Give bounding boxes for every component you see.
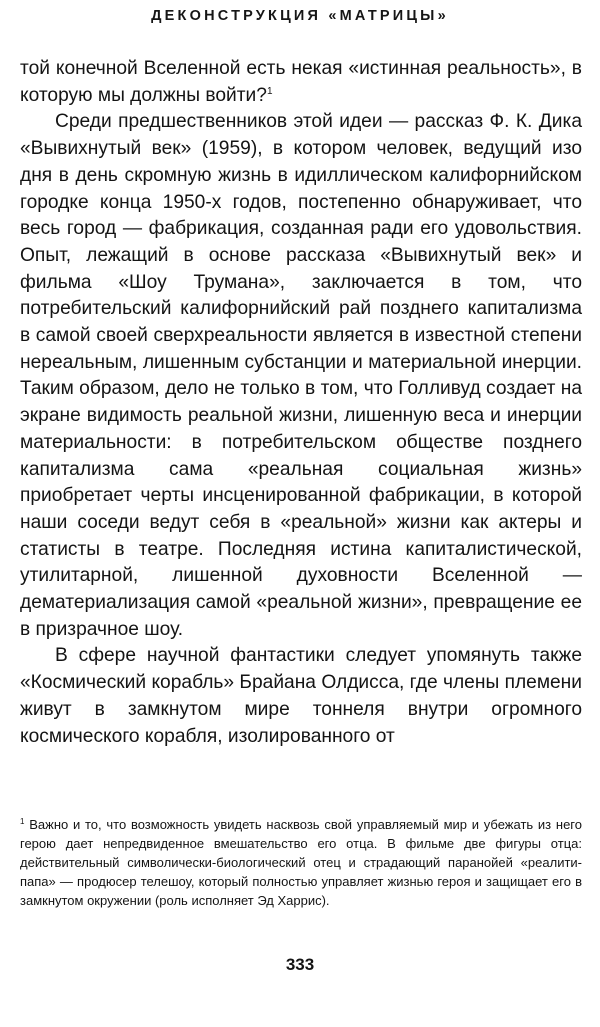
footnote-text: Важно и то, что возможность увидеть насквозь свой управляемый мир и убежать из него герою дает непредвиденное вмешательство его отца. В фильме две фигуры отца: действительный символически-биологический отец и страдающий паранойей «реалити-папа» — продюсер телешоу, который полностью управляет жизнью героя и защищает его в замкнутом окружении (роль исполняет Эд Харрис). (20, 817, 582, 908)
paragraph-3: В сфере научной фантастики следует упомянуть также «Космический корабль» Брайана Олдисса, где члены племени живут в замкнутом мире тоннеля внутри огромного космического корабля, изолированного от (20, 645, 583, 747)
paragraph-2: Среди предшественников этой идеи — рассказ Ф. К. Дика «Вывихнутый век» (1959), в котором человек, ведущий изо дня в день скромную жизнь в идиллическом калифорнийском городке конца 1950-х годов, постепенно обнаруживает, что весь город — фабрикация, созданная ради его удовольствия. Опыт, лежащий в основе рассказа «Вывихнутый век» и фильма «Шоу Трумана», заключается в том, что потребительский калифорнийский рай позднего капитализма в самой своей сверхреальности является в известной степени нереальным, лишенным субстанции и материальной инерции. Таким образом, дело не только в том, что Голливуд создает на экране видимость реальной жизни, лишенную веса и инерции материальности: в потребительском обществе позднего капитализма сама «реальная социальная жизнь» приобретает черты инсценированной фабрикации, в которой наши соседи ведут себя в «реальной» жизни как актеры и статисты в театре. Последняя истина капиталистической, утилитарной, лишенной духовности Вселенной — дематериализация самой «реальной жизни», превращение ее в призрачное шоу. (20, 111, 582, 640)
running-head: ДЕКОНСТРУКЦИЯ «МАТРИЦЫ» (151, 8, 449, 24)
footnote-paragraph (20, 815, 582, 910)
footnote-marker: 1 (20, 817, 25, 826)
paragraph-continuation (20, 56, 582, 109)
footnote (20, 815, 582, 910)
footnote-reference: 1 (266, 85, 273, 97)
page-number: 333 (285, 955, 315, 974)
paragraph-1-text: той конечной Вселенной есть некая «истинная реальность», в которую мы должны войти? (20, 58, 582, 106)
main-text (20, 56, 582, 750)
